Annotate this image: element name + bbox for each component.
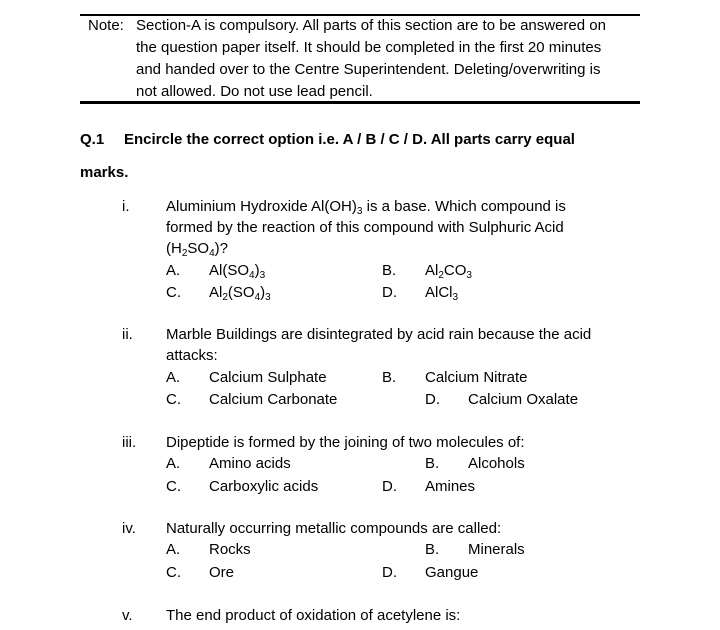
note-label: Note: xyxy=(88,17,124,34)
mcq-numeral: iii. xyxy=(122,434,137,451)
note-line-1: Section-A is compulsory. All parts of this section are to be answered on xyxy=(136,17,606,34)
option-b-letter[interactable]: B. xyxy=(425,455,440,472)
mcq-text-line-2: formed by the reaction of this compound with Sulphuric Acid xyxy=(166,219,564,236)
option-a-letter[interactable]: A. xyxy=(166,262,181,279)
option-c-text[interactable]: $Al_2(SO_4)_3$ xyxy=(209,284,271,303)
option-c-letter[interactable]: C. xyxy=(166,284,181,301)
option-b-letter[interactable]: B. xyxy=(425,541,440,558)
option-c-letter[interactable]: C. xyxy=(166,564,181,581)
mcq-numeral: v. xyxy=(122,607,133,624)
option-d-text[interactable]: Amines xyxy=(425,478,476,495)
mcq-text-line-1: Aluminium Hydroxide $Al(OH)_3$ is a base. Which compound is xyxy=(166,198,566,217)
option-d-text[interactable]: Calcium Oxalate xyxy=(468,391,579,408)
mcq-numeral: i. xyxy=(122,198,130,215)
option-d-text[interactable]: AlCl$_3$ xyxy=(425,284,459,303)
option-c-text[interactable]: Ore xyxy=(209,564,235,581)
mcq-text-line-1: The end product of oxidation of acetylene is: xyxy=(166,607,461,624)
option-b-letter[interactable]: B. xyxy=(382,369,397,386)
option-b-letter[interactable]: B. xyxy=(382,262,397,279)
option-a-text[interactable]: Calcium Sulphate xyxy=(209,369,327,386)
mcq-numeral: ii. xyxy=(122,326,133,343)
note-line-3: and handed over to the Centre Superintendent. Deleting/overwriting is xyxy=(136,61,601,78)
note-line-4: not allowed. Do not use lead pencil. xyxy=(136,83,373,100)
option-c-text[interactable]: Calcium Carbonate xyxy=(209,391,338,408)
option-d-letter[interactable]: D. xyxy=(382,284,397,301)
option-b-text[interactable]: Calcium Nitrate xyxy=(425,369,528,386)
option-a-text[interactable]: Amino acids xyxy=(209,455,291,472)
option-b-text[interactable]: Minerals xyxy=(468,541,525,558)
option-d-text[interactable]: Gangue xyxy=(425,564,479,581)
option-a-text[interactable]: $Al(SO_4)_3$ xyxy=(209,262,266,281)
note-line-2: the question paper itself. It should be completed in the first 20 minutes xyxy=(136,39,602,56)
mcq-text-line-1: Naturally occurring metallic compounds are called: xyxy=(166,520,502,537)
question-instruction-line-2: marks. xyxy=(80,164,129,181)
mcq-text-line-1: Marble Buildings are disintegrated by acid rain because the acid xyxy=(166,326,592,343)
question-instruction-line-1: Encircle the correct option i.e. A / B / C / D. All parts carry equal xyxy=(124,131,575,148)
mcq-text-line-1: Dipeptide is formed by the joining of two molecules of: xyxy=(166,434,525,451)
option-a-text[interactable]: Rocks xyxy=(209,541,251,558)
option-a-letter[interactable]: A. xyxy=(166,541,181,558)
option-b-text[interactable]: Alcohols xyxy=(468,455,525,472)
option-b-text[interactable]: $Al_2CO_3$ xyxy=(425,262,472,281)
mcq-text-line-2: attacks: xyxy=(166,347,218,364)
option-a-letter[interactable]: A. xyxy=(166,369,181,386)
option-c-letter[interactable]: C. xyxy=(166,391,181,408)
option-d-letter[interactable]: D. xyxy=(382,564,397,581)
option-c-letter[interactable]: C. xyxy=(166,478,181,495)
option-c-text[interactable]: Carboxylic acids xyxy=(209,478,319,495)
option-d-letter[interactable]: D. xyxy=(382,478,397,495)
note-bottom-rule xyxy=(80,101,640,104)
mcq-numeral: iv. xyxy=(122,520,136,537)
question-number: Q.1 xyxy=(80,131,105,148)
mcq-text-line-3: $(H_2SO_4)$? xyxy=(166,240,228,259)
option-a-letter[interactable]: A. xyxy=(166,455,181,472)
option-d-letter[interactable]: D. xyxy=(425,391,440,408)
